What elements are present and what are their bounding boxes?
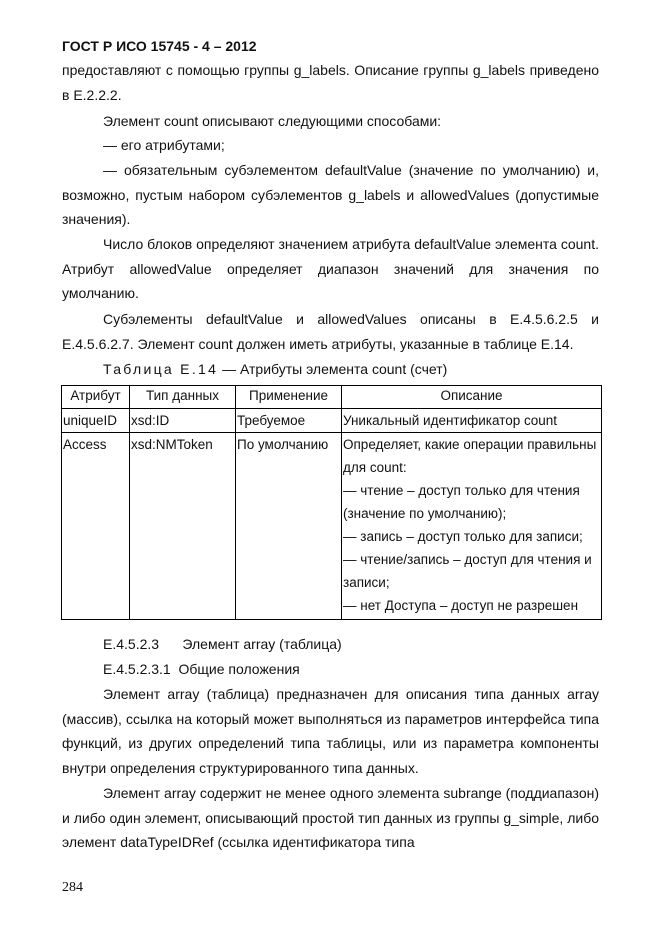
description-line: записи; bbox=[343, 575, 390, 590]
table-row bbox=[62, 409, 602, 433]
section-heading-general bbox=[103, 659, 300, 679]
description-line: — чтение – доступ только для чтения bbox=[343, 483, 580, 498]
description-line: Уникальный идентификатор count bbox=[343, 413, 558, 428]
paragraph-3: — его атрибутами; bbox=[103, 137, 225, 153]
attributes-table bbox=[61, 385, 602, 620]
description-line: для count: bbox=[343, 460, 407, 475]
page-number: 284 bbox=[62, 880, 83, 895]
cell-usage: Требуемое bbox=[236, 409, 342, 433]
section-number: Е.4.5.2.3 bbox=[103, 636, 160, 652]
document-header: ГОСТ Р ИСО 15745 - 4 – 2012 bbox=[62, 38, 257, 54]
description-line: — нет Доступа – доступ не разрешен bbox=[343, 598, 579, 613]
description-line: Определяет, какие операции правильны bbox=[343, 437, 597, 452]
cell-description bbox=[342, 409, 602, 433]
paragraph-5: Число блоков определяют значением атрибута defaultValue элемента count. Атрибут allowedValue определяет диапазон значений для значения по умолчанию. bbox=[62, 236, 599, 301]
description-line: (значение по умолчанию); bbox=[343, 506, 507, 521]
cell-description bbox=[342, 433, 602, 620]
paragraph-1: предоставляют с помощью группы g_labels. Описание группы g_labels приведено в Е.2.2.2. bbox=[62, 62, 599, 103]
table-caption-label: Таблица Е.14 bbox=[103, 361, 219, 377]
paragraph-4: — обязательным субэлементом defaultValue (значение по умолчанию) и, возможно, пустым набором субэлементов g_labels и allowedValues (допустимые значения). bbox=[62, 162, 599, 227]
cell-data-type: xsd:NMToken bbox=[130, 433, 236, 620]
table-caption-text: — Атрибуты элемента count (счет) bbox=[222, 361, 448, 377]
table-caption bbox=[103, 359, 447, 379]
table-row bbox=[62, 433, 602, 620]
cell-attribute: uniqueID bbox=[62, 409, 130, 433]
cell-attribute: Access bbox=[62, 433, 130, 620]
header-usage: Применение bbox=[236, 386, 342, 409]
paragraph-2: Элемент count описывают следующими способами: bbox=[103, 113, 442, 129]
cell-data-type: xsd:ID bbox=[130, 409, 236, 433]
header-description: Описание bbox=[342, 386, 602, 409]
header-data-type: Тип данных bbox=[130, 386, 236, 409]
header-attribute: Атрибут bbox=[62, 386, 130, 409]
paragraph-6: Субэлементы defaultValue и allowedValues описаны в Е.4.5.6.2.5 и Е.4.5.6.2.7. Элемент count должен иметь атрибуты, указанные в таблице Е.14. bbox=[62, 311, 599, 352]
cell-usage: По умолчанию bbox=[236, 433, 342, 620]
paragraph-7: Элемент array (таблица) предназначен для описания типа данных array (массив), ссылка на который может выполняться из параметров интерфейса типа функций, из других определений типа таблицы, или из параметра компоненты внутри определения структурированного типа данных. bbox=[62, 686, 599, 776]
paragraph-8: Элемент array содержит не менее одного элемента subrange (поддиапазон) и либо один элемент, описывающий простой тип данных из группы g_simple, либо элемент dataTypeIDRef (ссылка идентификатора типа bbox=[62, 785, 599, 850]
description-line: — запись – доступ только для записи; bbox=[343, 529, 583, 544]
section-number: Е.4.5.2.3.1 bbox=[103, 661, 171, 677]
section-title: Элемент array (таблица) bbox=[182, 636, 342, 652]
description-line: — чтение/запись – доступ для чтения и bbox=[343, 552, 592, 567]
section-heading-array bbox=[103, 634, 342, 654]
table-header-row bbox=[62, 386, 602, 409]
section-title: Общие положения bbox=[178, 661, 300, 677]
